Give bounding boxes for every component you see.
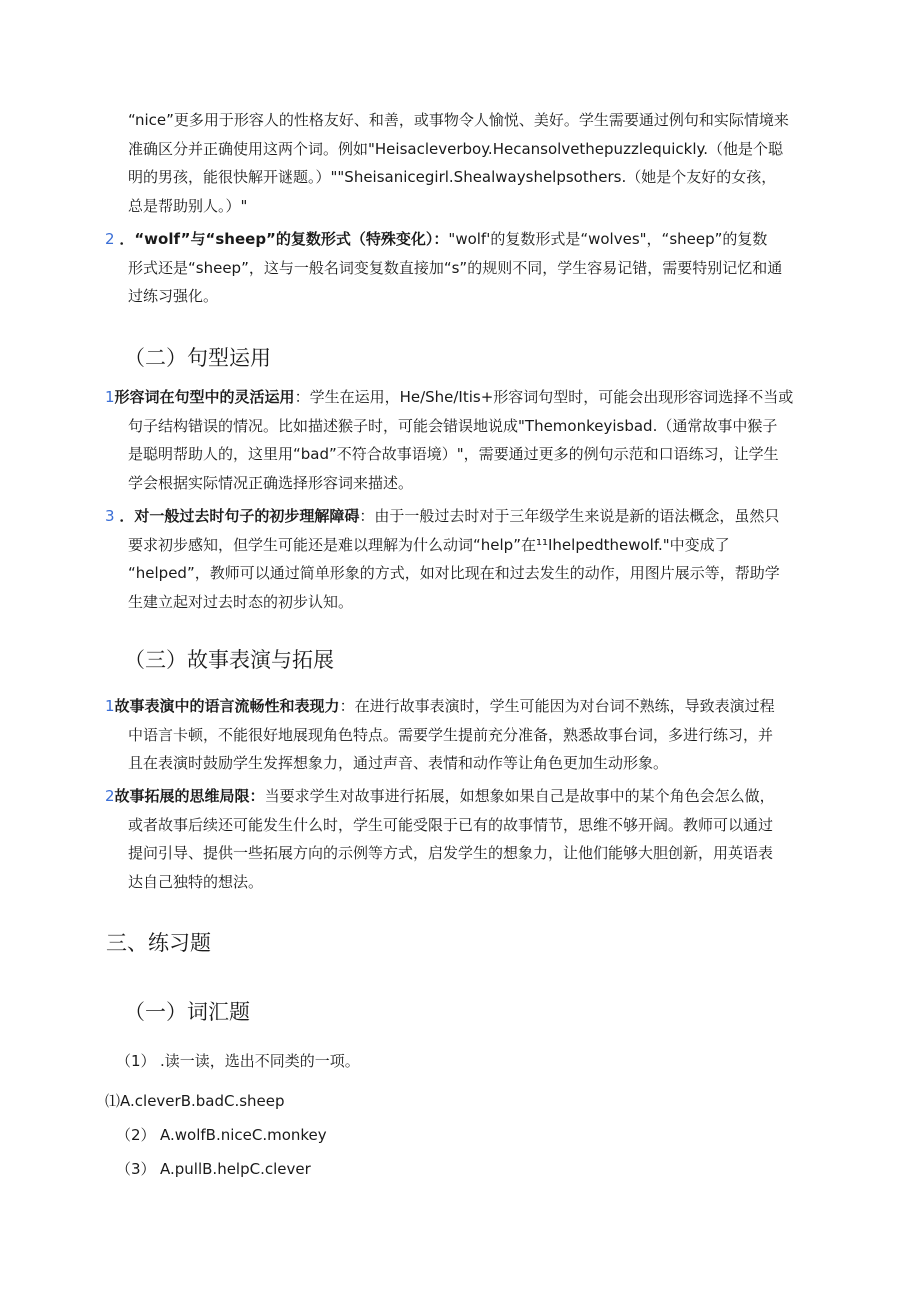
text-line: 明的男孩，能很快解开谜题。）""Sheisanicegirl.Shealwayshelpsothers.（她是个友好的女孩， bbox=[128, 168, 777, 186]
text-line: 句子结构错误的情况。比如描述猴子时，可能会错误地说成"Themonkeyisbad.（通常故事中猴子 bbox=[128, 416, 778, 435]
text-line: 中语言卡顿，不能很好地展现角色特点。需要学生提前充分准备，熟悉故事台词，多进行练习，并 bbox=[128, 725, 774, 744]
text-line: 且在表演时鼓励学生发挥想象力，通过声音、表情和动作等让角色更加生动形象。 bbox=[128, 754, 669, 772]
exercise-index: （1） bbox=[116, 1052, 156, 1070]
exercise-item-index: （2） bbox=[116, 1126, 156, 1144]
text-line: 提问引导、提供一些拓展方向的示例等方式，启发学生的想象力，让他们能够大胆创新，用英语表 bbox=[128, 844, 774, 862]
exercise-item bbox=[116, 1158, 311, 1180]
text-line: ：在进行故事表演时，学生可能因为对台词不熟练，导致表演过程 bbox=[339, 697, 775, 715]
text-line: "wolf'的复数形式是“wolves"，“sheep”的复数 bbox=[448, 230, 768, 248]
exercise-item-index: ⑴ bbox=[105, 1092, 121, 1110]
text-line: 总是帮助别人。）" bbox=[128, 196, 248, 215]
text-line: 达自己独特的想法。 bbox=[128, 872, 264, 891]
point-title: ．“wolf”与“sheep”的复数形式（特殊变化）： bbox=[119, 230, 449, 248]
exercise-instruction bbox=[116, 1050, 360, 1072]
text-line: ：由于一般过去时对于三年级学生来说是新的语法概念，虽然只 bbox=[359, 507, 780, 525]
text-line: 当要求学生对故事进行拓展，如想象如果自己是故事中的某个角色会怎么做， bbox=[264, 787, 775, 805]
text-line: 过练习强化。 bbox=[128, 287, 219, 305]
chapter-heading-exercises: 三、练习题 bbox=[106, 931, 211, 955]
paragraph-performance-fluency bbox=[105, 692, 775, 778]
paragraph-past-tense bbox=[105, 502, 780, 616]
list-number: 3 bbox=[105, 507, 115, 525]
text-line: 学会根据实际情况正确选择形容词来描述。 bbox=[128, 473, 414, 492]
list-number: 2 bbox=[105, 230, 115, 248]
section-heading-story-performance: （三）故事表演与拓展 bbox=[124, 648, 334, 672]
text-line: 是聪明帮助人的，这里用“bad”不符合故事语境）"，需要通过更多的例句示范和口语练习，让学生 bbox=[128, 445, 779, 463]
paragraph-adjective-usage bbox=[105, 383, 793, 497]
text-line: 或者故事后续还可能发生什么时，学生可能受限于已有的故事情节，思维不够开阔。教师可以通过 bbox=[128, 815, 774, 834]
exercise-item-options: A.wolfB.niceC.monkey bbox=[160, 1126, 327, 1144]
point-title: 故事拓展的思维局限： bbox=[114, 787, 265, 805]
exercise-item bbox=[105, 1090, 285, 1112]
text-line: 要求初步感知，但学生可能还是难以理解为什么动词“help”在¹¹Ihelpedthewolf."中变成了 bbox=[128, 535, 730, 554]
paragraph-plural-forms bbox=[105, 225, 782, 311]
point-title: ．对一般过去时句子的初步理解障碍 bbox=[119, 507, 360, 525]
exercise-instruction-text: .读一读，选出不同类的一项。 bbox=[160, 1052, 360, 1070]
text-line: 生建立起对过去时态的初步认知。 bbox=[128, 592, 354, 611]
list-number: 1 bbox=[105, 697, 115, 715]
section-heading-sentence-patterns: （二）句型运用 bbox=[124, 346, 271, 370]
list-number: 1 bbox=[105, 388, 115, 406]
exercise-item bbox=[116, 1124, 327, 1146]
exercise-item-options: A.cleverB.badC.sheep bbox=[120, 1092, 285, 1110]
section-heading-vocabulary: （一）词汇题 bbox=[124, 1000, 250, 1024]
list-number: 2 bbox=[105, 787, 115, 805]
text-line: “nice”更多用于形容人的性格友好、和善，或事物令人愉悦、美好。学生需要通过例句和实际情境来 bbox=[128, 111, 789, 129]
point-title: 故事表演中的语言流畅性和表现力 bbox=[114, 697, 340, 715]
paragraph-story-extension bbox=[105, 782, 775, 896]
text-line: “helped”，教师可以通过简单形象的方式，如对比现在和过去发生的动作，用图片展示等，帮助学 bbox=[128, 564, 780, 582]
text-line: ：学生在运用，He∕She∕Itis+形容词句型时，可能会出现形容词选择不当或 bbox=[294, 388, 794, 406]
exercise-item-index: （3） bbox=[116, 1160, 156, 1178]
exercise-item-options: A.pullB.helpC.clever bbox=[160, 1160, 311, 1178]
point-title: 形容词在句型中的灵活运用 bbox=[114, 388, 295, 406]
text-line: 形式还是“sheep”，这与一般名词变复数直接加“s”的规则不同，学生容易记错，需要特别记忆和通 bbox=[128, 258, 783, 277]
paragraph-nice-usage bbox=[128, 106, 789, 220]
text-line: 准确区分并正确使用这两个词。例如"Heisacleverboy.Hecansolvethepuzzlequickly.（他是个聪 bbox=[128, 139, 784, 158]
